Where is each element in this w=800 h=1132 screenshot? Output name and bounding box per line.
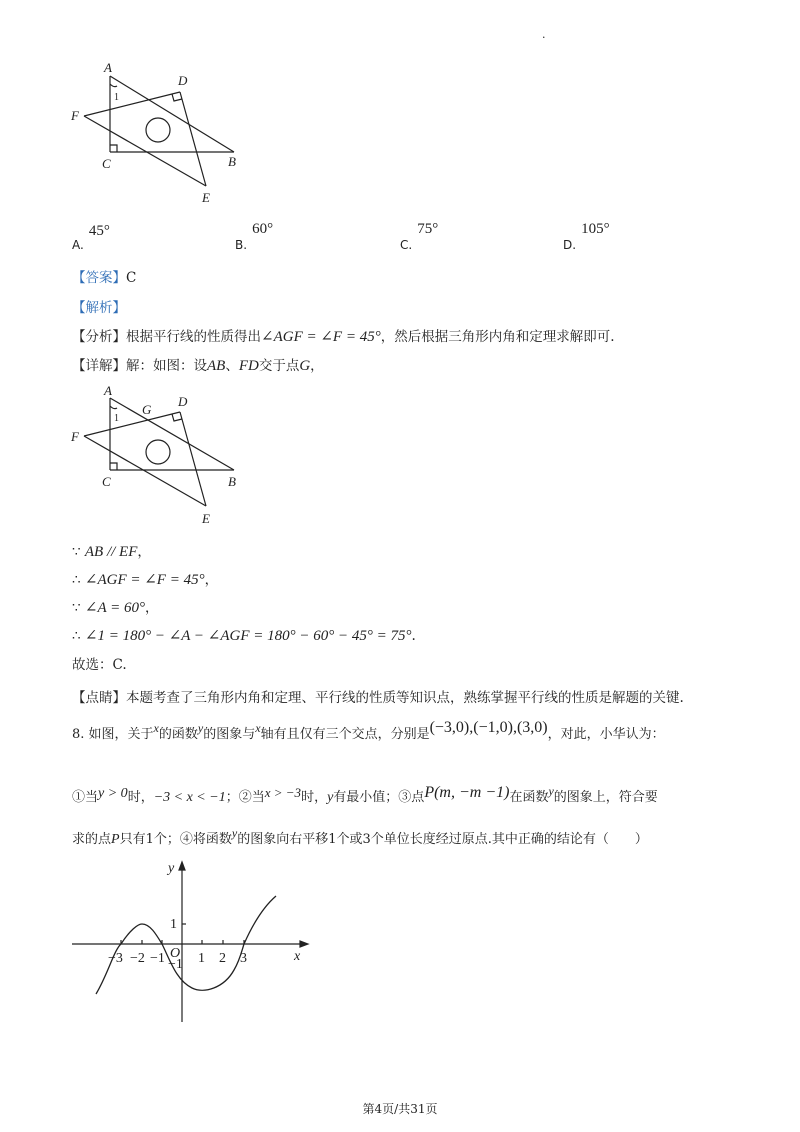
q8-line-2 [72, 784, 658, 808]
option-C[interactable] [400, 218, 439, 252]
q8-l3-y: y [231, 826, 238, 840]
q8-x1: x [153, 721, 159, 735]
step-4-math: ∠1 = 180° − ∠A − ∠AGF = 180° − 60° − 45° = 75° [84, 628, 412, 644]
dianjing-line [72, 688, 684, 708]
xiangjie-text-2: 交于点 [258, 358, 300, 374]
step-2-sym: ∴ [72, 572, 81, 588]
label-E: E [202, 190, 210, 205]
step-4-sym: ∴ [72, 628, 81, 644]
xiangjie-text-3: ， [310, 358, 324, 374]
q8-l3-t1: 求的点 [72, 832, 112, 847]
xiangjie-math-3: G [299, 358, 311, 374]
right-angle-C [110, 145, 117, 152]
q8-t2: 的图象与 [203, 727, 256, 742]
q8-l2-y2: y [548, 784, 554, 798]
q8-l2-t3: ；②当 [225, 790, 265, 805]
option-B[interactable] [235, 218, 274, 252]
q8-num: 8. 如图，关于 [72, 727, 154, 742]
q8-l2-t4: 时， [301, 790, 328, 805]
q8-l3-t2: 只有1个；④将函数 [119, 832, 232, 847]
xiangjie-math-2: FD [238, 358, 259, 374]
y-tick-m1-label: −1 [168, 957, 183, 972]
option-C-letter: C. [400, 238, 413, 252]
option-C-value: 75° [417, 221, 439, 237]
q8-l2-m2: −3 < x < −1 [153, 790, 226, 805]
q8-l2-m3: x > −3 [264, 785, 302, 800]
step-1-sym: ∵ [72, 544, 81, 560]
x-tick-m1-label: −1 [150, 951, 165, 966]
q8-l2-m4: P(m, −m −1) [424, 784, 510, 801]
label-D-2: D [178, 394, 188, 409]
label-angle-1: 1 [114, 92, 119, 103]
segment-AB [110, 76, 234, 152]
segment-AB-2 [110, 398, 234, 470]
q8-l2-t1: ①当 [72, 790, 99, 805]
fenxi-tag: 【分析】 [72, 329, 126, 345]
q8-l3-p: P [111, 832, 120, 847]
choice-line [72, 655, 127, 675]
y-axis-label: y [168, 861, 175, 876]
label-A-2: A [104, 383, 112, 398]
step-3-sym: ∵ [72, 600, 81, 616]
label-B-2: B [228, 474, 236, 489]
x-tick-m3-label: −3 [108, 951, 123, 966]
step-2-tail: ， [204, 572, 219, 588]
label-angle-1-2: 1 [114, 413, 119, 424]
step-3-tail: ， [144, 600, 159, 616]
q8-l2-m1: y > 0 [98, 786, 128, 801]
circle-mark [146, 118, 170, 142]
fenxi-text-1: 根据平行线的性质得出 [126, 329, 261, 345]
circle-mark-2 [146, 440, 170, 464]
label-B: B [228, 154, 236, 169]
q8-l2-y: y [327, 790, 334, 805]
label-C-2: C [102, 474, 111, 489]
dianjing-tag: 【点睛】 [72, 690, 126, 706]
xiangjie-math-1: AB [207, 358, 226, 374]
option-B-value: 60° [252, 221, 274, 237]
step-1-math: AB // EF [84, 544, 138, 560]
step-2-math: ∠AGF = ∠F = 45° [84, 572, 205, 588]
x-tick-m2-label: −2 [130, 951, 145, 966]
step-4 [72, 626, 416, 646]
choice-text: 故选：C. [72, 657, 127, 673]
q8-l2-t5: 有最小值；③点 [333, 790, 425, 805]
function-curve [96, 896, 276, 994]
option-A-letter: A. [72, 238, 84, 252]
segment-FD [84, 92, 180, 116]
segment-FE-2 [84, 436, 206, 506]
option-D-letter: D. [563, 238, 577, 252]
analysis-line [72, 298, 126, 318]
xiangjie-text-1: 解：如图：设 [126, 358, 207, 374]
x-tick-1-label: 1 [198, 951, 205, 966]
xiangjie-line [72, 356, 324, 376]
analysis-tag: 【解析】 [72, 300, 126, 316]
dianjing-text: 本题考查了三角形内角和定理、平行线的性质等知识点，熟练掌握平行线的性质是解题的关键. [126, 690, 684, 706]
answer-line [72, 268, 136, 288]
x-tick-2-label: 2 [219, 951, 226, 966]
label-A: A [104, 60, 112, 75]
y-tick-1-label: 1 [170, 917, 177, 932]
angle-1-arc [110, 84, 117, 87]
q8-t4: ，对此，小华认为： [547, 727, 665, 742]
top-mark: . [542, 28, 546, 41]
label-E-2: E [202, 511, 210, 526]
q8-l3-t3: 的图象向右平移1个或3个单位长度经过原点.其中正确的结论有（ ） [237, 832, 648, 847]
step-1-tail: ， [137, 544, 151, 560]
step-3 [72, 598, 158, 618]
angle-1-arc-2 [110, 406, 117, 409]
q8-line-1 [72, 719, 665, 745]
q8-x2: x [255, 721, 261, 735]
xiangjie-sep: 、 [225, 358, 239, 374]
x-axis-arrow [300, 941, 308, 947]
figure-triangles-1 [68, 58, 268, 208]
segment-DE-2 [180, 412, 206, 506]
step-1 [72, 542, 151, 562]
option-A-value: 45° [88, 223, 110, 239]
right-angle-C-2 [110, 463, 117, 470]
step-2 [72, 570, 218, 590]
option-B-letter: B. [235, 238, 248, 252]
q8-y1: y [197, 721, 204, 735]
fenxi-line [72, 327, 615, 347]
fenxi-math: ∠AGF = ∠F = 45° [261, 329, 381, 345]
option-D[interactable] [563, 218, 610, 252]
segment-FE [84, 116, 206, 186]
label-G-2: G [142, 402, 152, 417]
answer-text: C [126, 270, 137, 286]
y-axis-arrow [179, 862, 185, 870]
x-axis-label: x [294, 949, 301, 964]
label-D: D [178, 73, 188, 88]
label-F: F [71, 108, 79, 123]
label-F-2: F [71, 429, 79, 444]
x-tick-3-label: 3 [240, 951, 247, 966]
q8-l2-t6: 在函数 [509, 790, 549, 805]
q8-t3: 轴有且仅有三个交点，分别是 [260, 727, 430, 742]
q8-line-3 [72, 826, 648, 850]
label-C: C [102, 156, 111, 171]
segment-FD-2 [84, 412, 180, 436]
xiangjie-tag: 【详解】 [72, 358, 126, 374]
step-3-math: ∠A = 60° [84, 600, 145, 616]
option-D-value: 105° [581, 221, 610, 237]
segment-DE [180, 92, 206, 186]
q8-t1: 的函数 [158, 727, 198, 742]
step-4-tail: . [411, 628, 416, 644]
fenxi-text-2: ，然后根据三角形内角和定理求解即可. [380, 329, 615, 345]
q8-l2-t2: 时， [127, 790, 154, 805]
option-A[interactable] [72, 220, 110, 252]
origin-label: O [170, 946, 181, 961]
function-graph [68, 856, 318, 1028]
figure-triangles-2 [68, 382, 268, 532]
answer-tag: 【答案】 [72, 270, 126, 286]
q8-l2-t7: 的图象上，符合要 [553, 790, 658, 805]
page-footer: 第4页/共31页 [362, 1102, 438, 1116]
q8-points: (−3,0),(−1,0),(3,0) [429, 719, 548, 736]
